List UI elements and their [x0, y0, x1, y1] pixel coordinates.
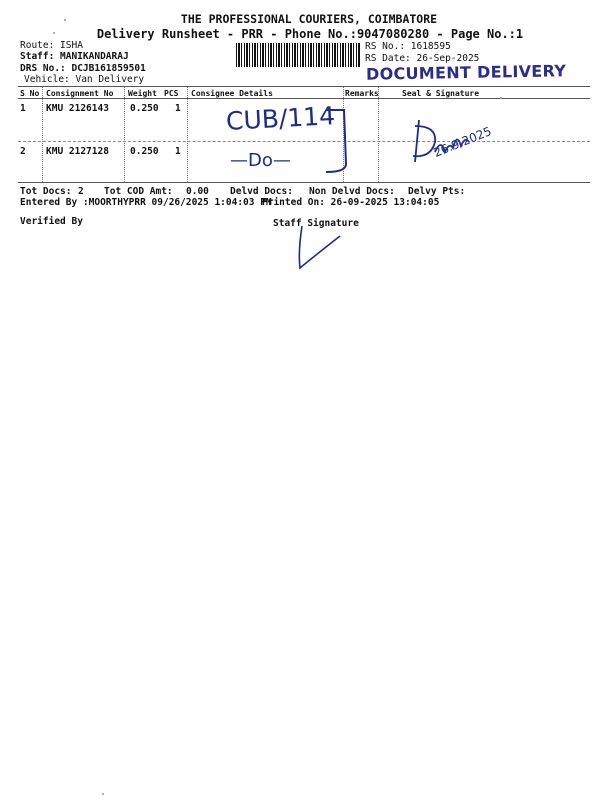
runsheet-title: Delivery Runsheet - PRR - Phone No.:9047080280 - Page No.:1: [96, 27, 524, 41]
barcode-icon: [236, 43, 361, 67]
route-label: Route: ISHA: [20, 40, 83, 51]
table-top-border: [18, 86, 590, 87]
handwritten-consignee-1: CUB/114: [225, 101, 336, 136]
col-divider: [187, 87, 188, 182]
entered-by: Entered By :MOORTHYPRR 09/26/2025 1:04:03 PM: [20, 197, 272, 208]
rs-number: RS No.: 1618595: [365, 41, 451, 52]
row1-pcs: 1: [175, 103, 181, 114]
scan-speck: [500, 97, 502, 99]
scan-speck: [64, 19, 66, 21]
delvy-pts-label: Delvy Pts:: [408, 186, 466, 197]
printed-on: Printed On: 26-09-2025 13:04:05: [262, 197, 440, 208]
non-delvd-docs-label: Non Delvd Docs:: [309, 186, 395, 197]
row2-consignment: KMU 2127128: [46, 146, 109, 157]
vehicle-label: Vehicle: Van Delivery: [24, 74, 145, 85]
row2-weight: 0.250: [130, 146, 159, 157]
company-title: THE PROFESSIONAL COURIERS, COIMBATORE: [180, 12, 438, 26]
document-delivery-stamp: DOCUMENT DELIVERY: [365, 61, 567, 84]
rs-date: RS Date: 26-Sep-2025: [365, 53, 480, 64]
scan-speck: [53, 32, 55, 34]
header-weight: Weight: [128, 89, 157, 98]
staff-label: Staff: MANIKANDARAJ: [20, 51, 129, 62]
delvd-docs-label: Delvd Docs:: [230, 186, 293, 197]
row1-sno: 1: [20, 103, 26, 114]
header-consignee: Consignee Details: [191, 89, 273, 98]
row1-consignment: KMU 2126143: [46, 103, 109, 114]
header-sno: S No: [20, 89, 40, 98]
col-divider: [378, 87, 379, 182]
drs-number: DRS No.: DCJB161859501: [20, 63, 146, 74]
signature-date: 26.9.2025: [431, 124, 494, 160]
col-divider: [124, 87, 125, 182]
scan-speck: [102, 793, 104, 795]
tot-docs-label: Tot Docs:: [20, 186, 72, 197]
table-header-border: [18, 98, 590, 99]
bracket-mark-icon: [318, 104, 358, 176]
staff-signature-mark-icon: [290, 222, 350, 272]
header-pcs: PCS: [164, 89, 179, 98]
row1-weight: 0.250: [130, 103, 159, 114]
header-remarks: Remarks: [345, 89, 379, 98]
row2-sno: 2: [20, 146, 26, 157]
table-bottom-border: [18, 182, 590, 183]
col-divider: [42, 87, 43, 182]
row2-pcs: 1: [175, 146, 181, 157]
tot-cod-value: 0.00: [186, 186, 209, 197]
handwritten-consignee-2: —Do—: [230, 150, 291, 171]
header-consignment: Consignment No: [46, 89, 114, 98]
verified-by-label: Verified By: [20, 216, 83, 227]
header-seal-signature: Seal & Signature: [402, 89, 480, 98]
tot-cod-label: Tot COD Amt:: [104, 186, 173, 197]
staff-signature-label: Staff Signature: [273, 218, 359, 229]
tot-docs-value: 2: [78, 186, 84, 197]
